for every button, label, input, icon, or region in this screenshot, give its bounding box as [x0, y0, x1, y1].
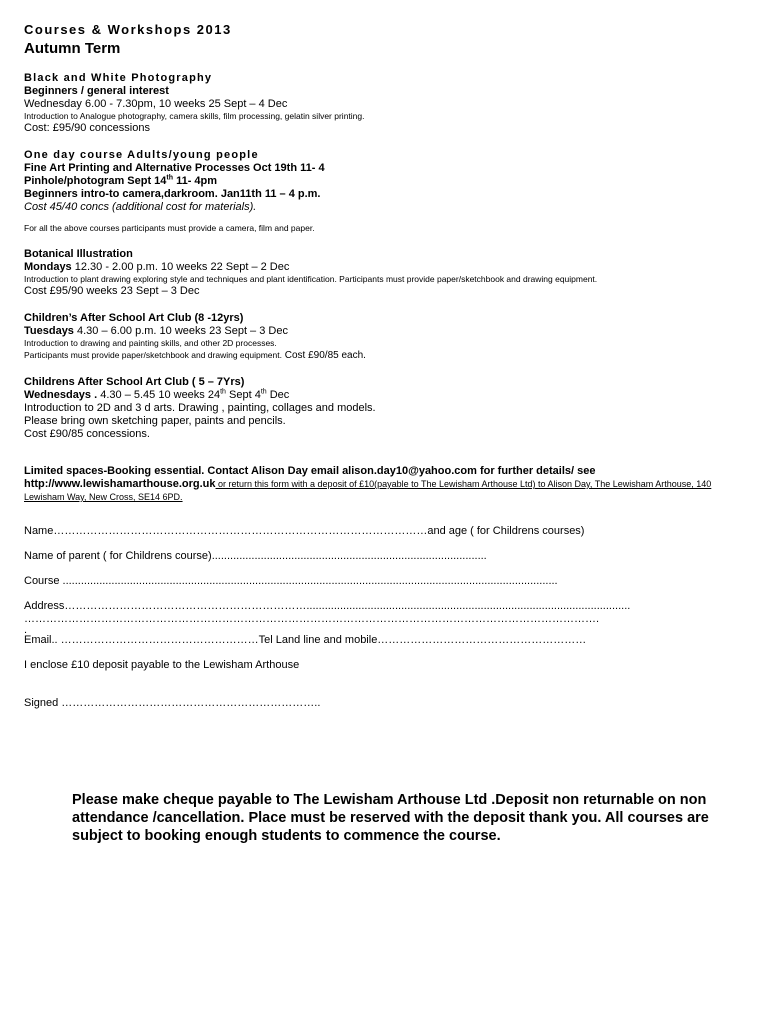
club-younger-sup-2: th [260, 388, 267, 396]
club-older-note-small: Participants must provide paper/sketchbook and drawing equipment. [24, 350, 282, 360]
address-field-3: . [24, 626, 28, 634]
botanical-section [24, 247, 746, 298]
one-day-line-2 [24, 175, 746, 188]
photography-schedule: Wednesday 6.00 - 7.30pm, 10 weeks 25 Sept – 4 Dec [24, 98, 288, 110]
deposit-statement: I enclose £10 deposit payable to the Lewisham Arthouse [24, 659, 300, 671]
club-younger-sup-1: th [220, 388, 226, 396]
term-heading: Autumn Term [24, 40, 121, 57]
club-younger-cost: Cost £90/85 concessions. [24, 428, 150, 440]
botanical-schedule [24, 261, 746, 274]
club-younger-schedule [24, 389, 746, 402]
address-field[interactable]: Address………………………………………………………….......................................................................................................... [24, 600, 631, 612]
club-younger-time-a: 4.30 – 5.45 10 weeks 24 [97, 389, 221, 401]
club-younger-time-b: Sept 4 [225, 389, 261, 401]
one-day-line-2-a: Pinhole/photogram Sept 14 [24, 175, 167, 187]
club-older-note [24, 349, 746, 362]
club-older-intro: Introduction to drawing and painting skills, and other 2D processes. [24, 338, 277, 348]
one-day-cost: Cost 45/40 concs (additional cost for materials). [24, 201, 257, 213]
club-older-time: 4.30 – 6.00 p.m. 10 weeks 23 Sept – 3 Dec [73, 325, 288, 337]
booking-return-text: or return this form with a deposit of £10(payable to The Lewisham Arthouse Ltd) to Alison Day, The Lewisham Arthouse, 140 Lewisham Way, New Cross, SE14 6PD. [24, 479, 712, 502]
photography-title: Black and White Photography [24, 72, 213, 84]
one-day-line-3: Beginners intro-to camera,darkroom. Jan11th 11 – 4 p.m. [24, 188, 321, 200]
one-day-line-2-sup: th [166, 174, 174, 182]
club-younger-section [24, 375, 746, 441]
course-field[interactable]: Course .................................................................................................................................................................. [24, 575, 558, 587]
photography-cost: Cost: £95/90 concessions [24, 122, 150, 134]
one-day-note: For all the above courses participants must provide a camera, film and paper. [24, 223, 315, 233]
photography-section [24, 71, 746, 135]
club-younger-time-c: Dec [266, 389, 290, 401]
botanical-title: Botanical Illustration [24, 248, 133, 260]
one-day-line-2-b: 11- 4pm [173, 175, 218, 187]
payment-notice: Please make cheque payable to The Lewisham Arthouse Ltd .Deposit non returnable on non attendance /cancellation. Place must be reserved with the deposit thank you. All courses are subject to booking enough students to commence the course. [72, 792, 709, 844]
document-title: Courses & Workshops 2013 [24, 22, 232, 37]
club-younger-title: Childrens After School Art Club ( 5 – 7Yrs) [24, 376, 245, 388]
one-day-section [24, 148, 746, 234]
club-older-section [24, 311, 746, 362]
one-day-title: One day course Adults/young people [24, 149, 259, 161]
club-younger-line-1: Introduction to 2D and 3 d arts. Drawing , painting, collages and models. [24, 402, 376, 414]
club-older-title: Children’s After School Art Club (8 -12yrs) [24, 312, 244, 324]
club-older-cost: Cost £90/85 each. [281, 350, 366, 361]
club-younger-line-2: Please bring own sketching paper, paints and pencils. [24, 415, 286, 427]
club-younger-day: Wednesdays . [24, 389, 98, 401]
botanical-day: Mondays [24, 261, 72, 273]
address-field-2[interactable]: …………………………………………………………………………………………………………………………………………. [24, 613, 600, 625]
booking-section [24, 465, 746, 504]
booking-return [24, 478, 746, 504]
booking-form [24, 525, 746, 710]
botanical-intro: Introduction to plant drawing exploring style and techniques and plant identification. Participants must provide paper/sketchbook and drawing equipment. [24, 274, 598, 284]
name-field[interactable]: Name…………………………………………………………………………………………and age ( for Childrens courses) [24, 525, 585, 537]
booking-contact: Limited spaces-Booking essential. Contact Alison Day email alison.day10@yahoo.com for further details/ see [24, 465, 596, 477]
photography-intro: Introduction to Analogue photography, camera skills, film processing, gelatin silver printing. [24, 111, 365, 121]
parent-name-field[interactable]: Name of parent ( for Childrens course).......................................................................................... [24, 550, 487, 562]
email-phone-field[interactable]: Email.. ………………………………………………Tel Land line and mobile………………………………………………… [24, 634, 587, 646]
botanical-cost: Cost £95/90 weeks 23 Sept – 3 Dec [24, 285, 200, 297]
club-older-day: Tuesdays [24, 325, 74, 337]
document-page [24, 22, 746, 710]
one-day-line-1: Fine Art Printing and Alternative Processes Oct 19th 11- 4 [24, 162, 325, 174]
photography-level: Beginners / general interest [24, 85, 169, 97]
website-link[interactable]: http://www.lewishamarthouse.org.uk [24, 478, 216, 490]
signature-field[interactable]: Signed …………………………………………………………….. [24, 697, 321, 709]
club-older-schedule [24, 325, 746, 338]
botanical-time: 12.30 - 2.00 p.m. 10 weeks 22 Sept – 2 Dec [71, 261, 290, 273]
